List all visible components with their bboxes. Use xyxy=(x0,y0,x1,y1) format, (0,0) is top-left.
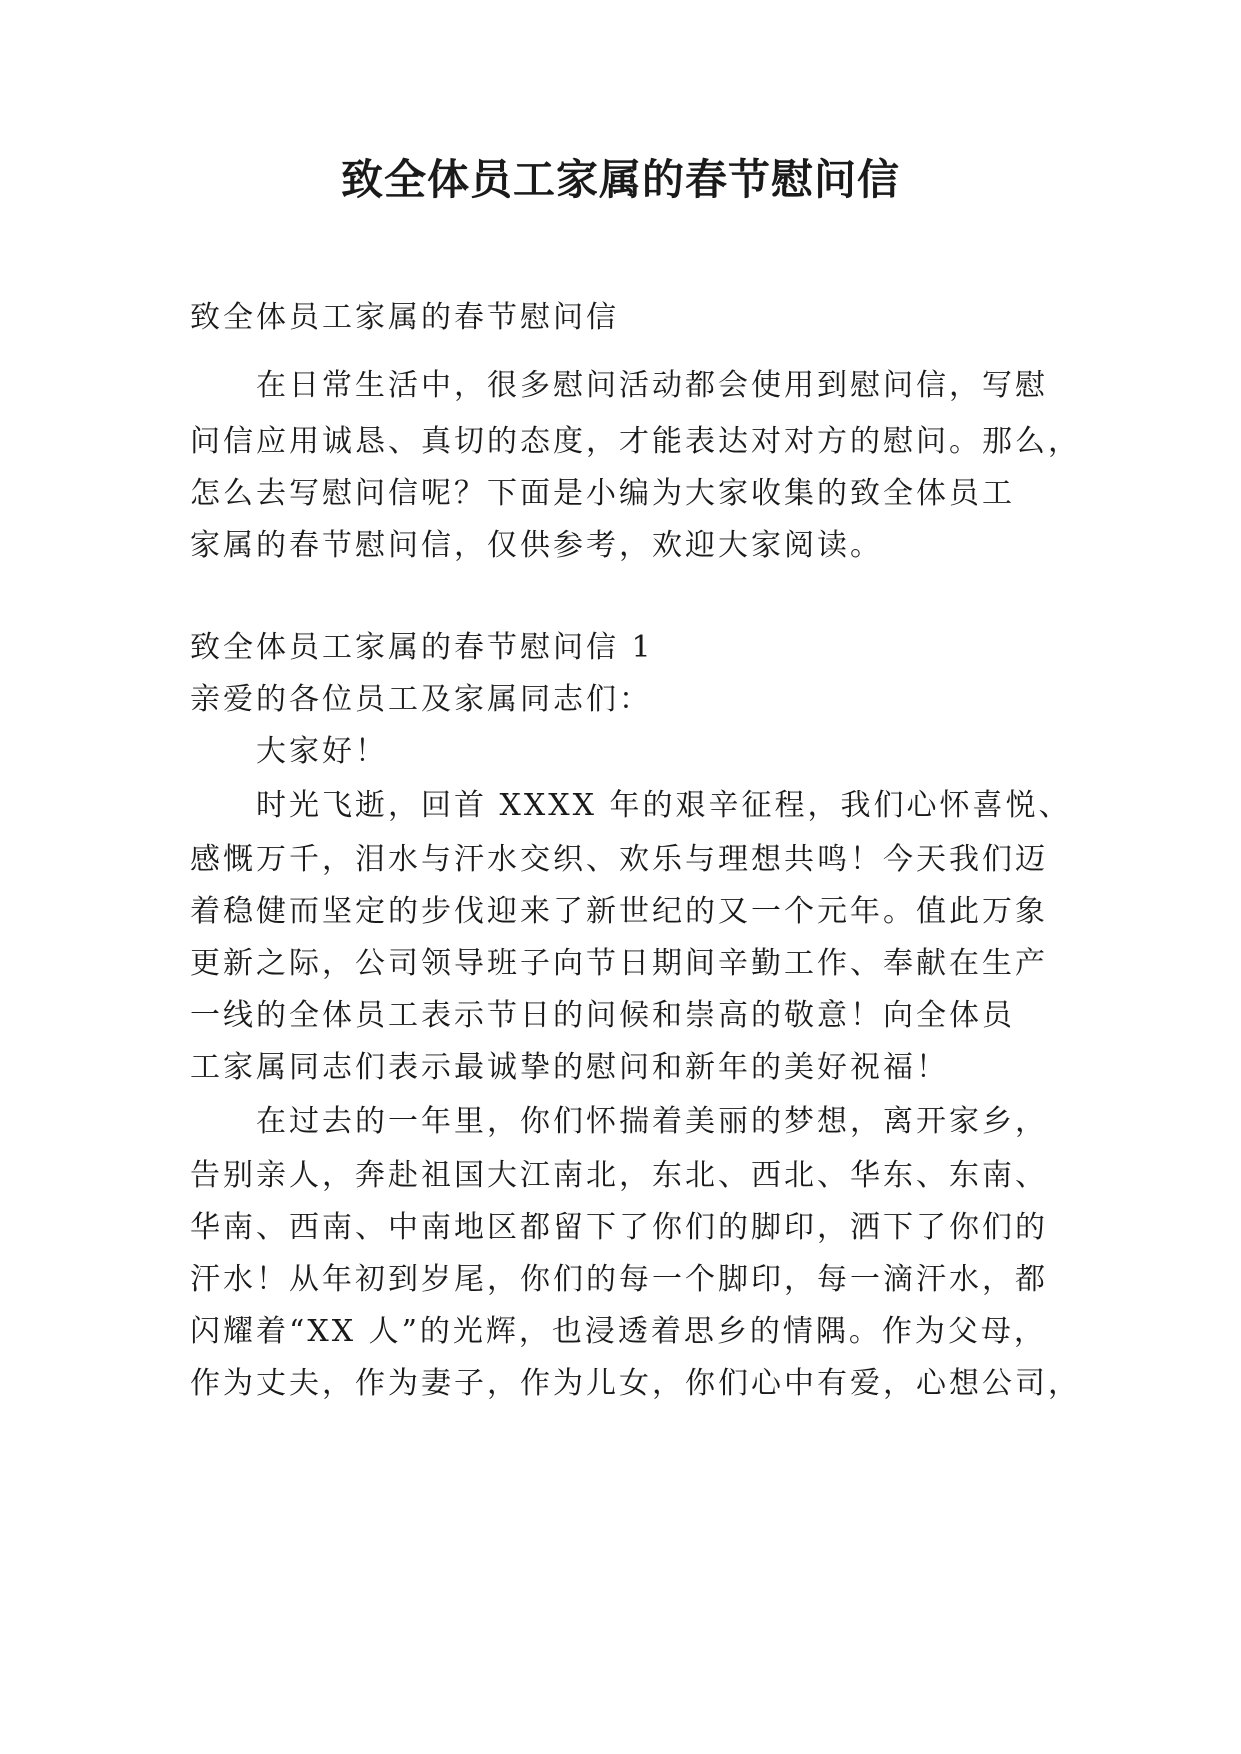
intro-line-4: 家属的春节慰问信，仅供参考，欢迎大家阅读。 xyxy=(190,528,883,563)
para1-line-1: 时光飞逝，回首 XXXX 年的艰辛征程，我们心怀喜悦、 xyxy=(256,788,1072,823)
document-subtitle: 致全体员工家属的春节慰问信 xyxy=(190,300,619,335)
para1-line-6: 工家属同志们表示最诚挚的慰问和新年的美好祝福！ xyxy=(190,1050,949,1085)
document-title: 致全体员工家属的春节慰问信 xyxy=(340,155,900,204)
para1-line-5: 一线的全体员工表示节日的问候和崇高的敬意！向全体员 xyxy=(190,998,1015,1033)
para1-line-3: 着稳健而坚定的步伐迎来了新世纪的又一个元年。值此万象 xyxy=(190,894,1048,929)
para2-line-3: 华南、西南、中南地区都留下了你们的脚印，洒下了你们的 xyxy=(190,1210,1048,1245)
para2-line-6: 作为丈夫，作为妻子，作为儿女，你们心中有爱，心想公司， xyxy=(190,1366,1081,1401)
para2-line-5: 闪耀着“XX 人”的光辉，也浸透着思乡的情隅。作为父母， xyxy=(190,1314,1047,1349)
section-title: 致全体员工家属的春节慰问信 1 xyxy=(190,630,654,665)
intro-line-1: 在日常生活中，很多慰问活动都会使用到慰问信，写慰 xyxy=(256,368,1048,403)
para2-line-4: 汗水！从年初到岁尾，你们的每一个脚印，每一滴汗水，都 xyxy=(190,1262,1048,1297)
intro-line-2: 问信应用诚恳、真切的态度，才能表达对对方的慰问。那么， xyxy=(190,424,1081,459)
para1-line-4: 更新之际，公司领导班子向节日期间辛勤工作、奉献在生产 xyxy=(190,946,1048,981)
para2-line-2: 告别亲人，奔赴祖国大江南北，东北、西北、华东、东南、 xyxy=(190,1158,1048,1193)
intro-line-3: 怎么去写慰问信呢？下面是小编为大家收集的致全体员工 xyxy=(190,476,1015,511)
greeting: 大家好！ xyxy=(256,734,388,769)
para1-line-2: 感慨万千，泪水与汗水交织、欢乐与理想共鸣！今天我们迈 xyxy=(190,842,1048,877)
para2-line-1: 在过去的一年里，你们怀揣着美丽的梦想，离开家乡， xyxy=(256,1104,1048,1139)
salutation: 亲爱的各位员工及家属同志们： xyxy=(190,682,652,717)
